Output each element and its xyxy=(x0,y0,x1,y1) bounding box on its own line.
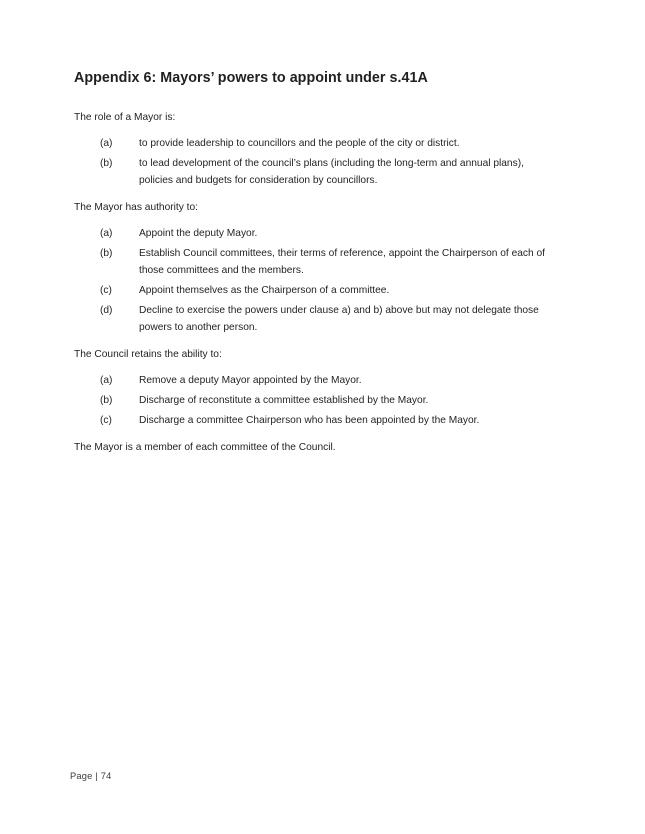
list-item xyxy=(74,135,560,152)
clause-label: (c) xyxy=(100,284,112,296)
section-lead: The role of a Mayor is: xyxy=(74,111,176,123)
section-lead: The Mayor has authority to: xyxy=(74,201,199,213)
list-item xyxy=(74,392,560,409)
page-footer: Page | 74 xyxy=(70,771,112,781)
list-item xyxy=(74,225,560,242)
clause-text: Remove a deputy Mayor appointed by the Mayor. xyxy=(139,374,362,386)
clause-text: Discharge of reconstitute a committee established by the Mayor. xyxy=(139,394,429,406)
clause-text: to provide leadership to councillors and the people of the city or district. xyxy=(139,137,460,149)
clause-text: to lead development of the council’s plans (including the long-term and annual plans), policies and budgets for consideration by councillors. xyxy=(139,157,524,186)
section-lead: The Council retains the ability to: xyxy=(74,348,222,360)
list-item xyxy=(74,412,560,429)
clause-text: Appoint themselves as the Chairperson of a committee. xyxy=(139,284,390,296)
list-item xyxy=(74,302,560,336)
list-item xyxy=(74,282,560,299)
section-council-ability xyxy=(74,346,560,429)
clause-label: (d) xyxy=(100,304,113,316)
clause-list xyxy=(74,372,560,429)
clause-label: (c) xyxy=(100,414,112,426)
list-item xyxy=(74,372,560,389)
clause-text: Appoint the deputy Mayor. xyxy=(139,227,258,239)
clause-label: (a) xyxy=(100,227,113,239)
clause-label: (b) xyxy=(100,247,113,259)
clause-label: (a) xyxy=(100,374,113,386)
clause-label: (b) xyxy=(100,394,113,406)
page-content xyxy=(74,70,560,465)
clause-label: (b) xyxy=(100,157,113,169)
clause-list xyxy=(74,225,560,336)
section-role-of-mayor xyxy=(74,109,560,189)
list-item xyxy=(74,155,560,189)
clause-text: Establish Council committees, their terms of reference, appoint the Chairperson of each of those committees and the members. xyxy=(139,247,546,276)
page-title: Appendix 6: Mayors’ powers to appoint under s.41A xyxy=(74,70,428,86)
clause-text: Decline to exercise the powers under clause a) and b) above but may not delegate those powers to another person. xyxy=(139,304,539,333)
clause-list xyxy=(74,135,560,189)
clause-text: Discharge a committee Chairperson who has been appointed by the Mayor. xyxy=(139,414,480,426)
list-item xyxy=(74,245,560,279)
clause-label: (a) xyxy=(100,137,113,149)
section-mayor-authority xyxy=(74,199,560,336)
closing-paragraph: The Mayor is a member of each committee of the Council. xyxy=(74,441,336,453)
